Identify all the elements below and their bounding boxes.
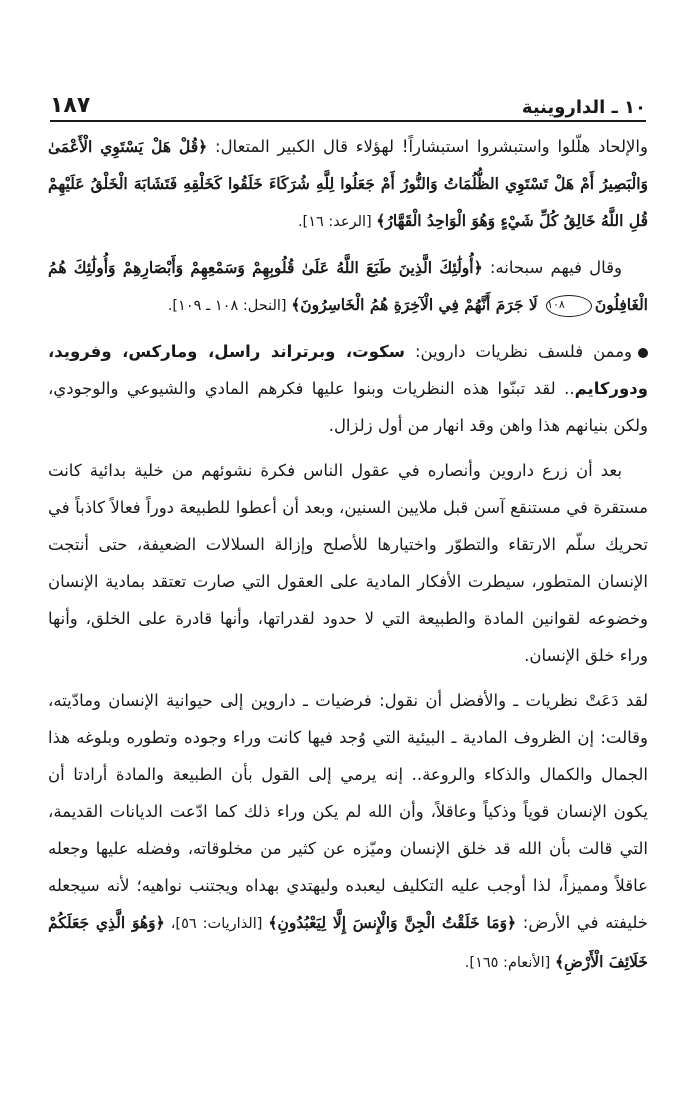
- bullet-icon: [638, 348, 648, 358]
- paragraph-1: [48, 128, 648, 241]
- running-header: [50, 84, 646, 122]
- paragraph-text: بعد أن زرع داروين وأنصاره في عقول الناس فكرة نشوئهم من خلية بدائية كانت مستقرة في مستنقع آسن قبل ملايين السنين، وبعد أن أعطوا للطبيعة دوراً فعالاً كاذباً في تحريك سلّم الارتقاء والتطوّر واختيارها للأصلح وإزالة السلالات الضعيفة، حتى أنتجت الإنسان المتطور، سيطرت الأفكار المادية على العقول التي صارت تعتقد بمادية الإنسان وخضوعه لقوانين المادة والطبيعة التي لا حدود لقدراتها، وأنها قادرة على الخلق، وأنها وراء خلق الإنسان.: [48, 461, 648, 665]
- page-number: ١٨٧: [50, 93, 91, 118]
- quran-verse: ﴿وَمَا خَلَقْتُ الْجِنَّ وَالْإِنسَ إِلَّا لِيَعْبُدُونِ﴾: [268, 913, 517, 932]
- paragraph-text: وممن فلسف نظريات داروين:: [404, 342, 633, 361]
- verse-reference: [الأنعام: ١٦٥].: [464, 955, 555, 971]
- paragraph-3: [48, 333, 648, 444]
- page-body: [48, 128, 648, 982]
- paragraph-text: .. لقد تبنّوا هذه النظريات وبنوا عليها فكرهم المادي والشيوعي والوجودي، ولكن بنيانهم هذا واهن وقد انهار من أول زلزال.: [48, 379, 648, 435]
- quran-verse: ﴿وَهُوَ الَّذِي جَعَلَكُمْ خَلَائِفَ الْأَرْضِ﴾: [48, 913, 648, 971]
- quran-verse: ﴿قُلْ هَلْ يَسْتَوِي الْأَعْمَىٰ وَالْبَصِيرُ أَمْ هَلْ تَسْتَوِي الظُّلُمَاتُ وَالنُّورُ أَمْ جَعَلُوا لِلَّهِ شُرَكَاءَ خَلَقُوا كَخَلْقِهِ فَتَشَابَهَ الْخَلْقُ عَلَيْهِمْ قُلِ اللَّهُ خَالِقُ كُلِّ شَيْءٍ وَهُوَ الْوَاحِدُ الْقَهَّارُ﴾: [48, 137, 648, 230]
- chapter-title: ١٠ ـ الداروينية: [521, 97, 646, 118]
- paragraph-text: وقال فيهم سبحانه:: [482, 258, 622, 277]
- philosophers-names: سكوت، وبرتراند راسل، وماركس، وفرويد، ودوركايم: [48, 342, 648, 398]
- paragraph-text: والإلحاد هلّلوا واستبشروا استبشاراً! لهؤلاء قال الكبير المتعال:: [207, 137, 648, 156]
- paragraph-5: [48, 682, 648, 982]
- paragraph-text: لقد دَعَتْ نظريات ـ والأفضل أن نقول: فرضيات ـ داروين إلى حيوانية الإنسان ومادّيته، وقالت: إن الظروف المادية ـ البيئية التي وُجد فيها كانت وراء وجوده وتطوره وبلوغه هذا الجمال والكمال والذكاء والروعة.. إنه يرمي إلى القول بأن الطبيعة والمادة أرادتا أن يكون الإنسان قوياً وذكياً وعاقلاً، وأن الله لم يكن وراء ذلك كما ادّعت الديانات القديمة، التي قالت بأن الله قد خلق الإنسان وميّزه عن كثير من مخلوقاته، وفضله عليها وجعله عاقلاً ومميزاً، لذا أوجب عليه التكليف ليعبده وليهتدي بهداه ويجتنب نواهيه؛ لأنه سيجعله خليفته في الأرض:: [48, 691, 648, 932]
- quran-verse: لَا جَرَمَ أَنَّهُمْ فِي الْآخِرَةِ هُمُ الْخَاسِرُونَ﴾: [291, 295, 544, 314]
- verse-reference: [الذاريات: ٥٦]،: [164, 916, 269, 932]
- paragraph-2: [48, 249, 648, 325]
- quran-verse: ﴿أُولَٰئِكَ الَّذِينَ طَبَعَ اللَّهُ عَلَىٰ قُلُوبِهِمْ وَسَمْعِهِمْ وَأَبْصَارِهِمْ وَأُولَٰئِكَ هُمُ الْغَافِلُونَ: [48, 258, 648, 314]
- verse-reference: [الرعد: ١٦].: [297, 214, 377, 230]
- ayah-number-marker: ١٠٨: [546, 295, 592, 317]
- verse-reference: [النحل: ١٠٨ ـ ١٠٩].: [167, 298, 292, 314]
- paragraph-4: [48, 452, 648, 674]
